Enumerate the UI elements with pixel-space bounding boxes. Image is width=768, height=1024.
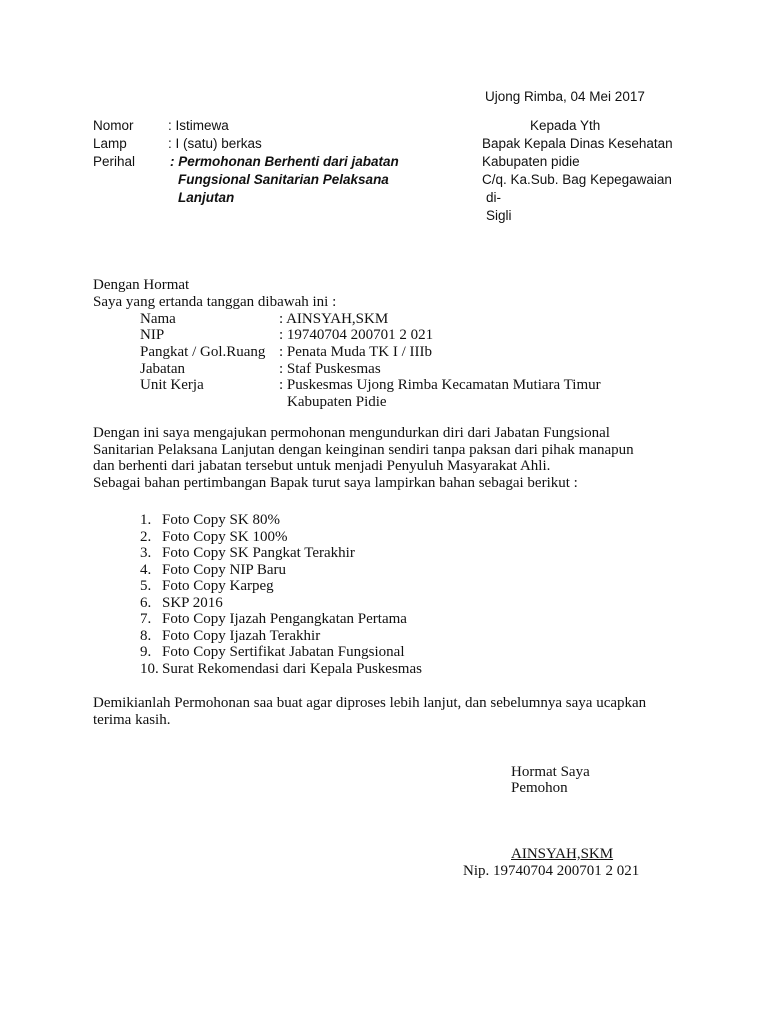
attachment-item: Foto Copy SK 100% <box>162 528 288 545</box>
attachment-number: 2. <box>140 528 152 545</box>
closing-line: terima kasih. <box>93 712 171 728</box>
paragraph-line: dan berhenti dari jabatan tersebut untuk menjadi Penyuluh Masyarakat Ahli. <box>93 458 551 474</box>
signer-role: Pemohon <box>511 780 568 796</box>
recipient-line: Kepada Yth <box>530 118 601 133</box>
signer-name: AINSYAH,SKM <box>511 846 614 862</box>
attachment-item: Foto Copy SK 80% <box>162 512 280 528</box>
attachment-number: 5. <box>140 578 152 594</box>
field-label: Pangkat / Gol.Ruang <box>140 344 266 360</box>
recipient-line: C/q. Ka.Sub. Bag Kepegawaian <box>482 172 672 187</box>
recipient-line: Kabupaten pidie <box>482 154 580 169</box>
attachment-item: Foto Copy NIP Baru <box>162 561 287 578</box>
field-label: Jabatan <box>140 361 185 377</box>
intro: Saya yang ertanda tanggan dibawah ini : <box>93 294 337 310</box>
field-value-cont: Kabupaten Pidie <box>287 394 387 410</box>
recipient-line: Sigli <box>486 208 512 223</box>
attachment-number: 9. <box>140 644 152 660</box>
attachment-item: SKP 2016 <box>162 594 223 611</box>
attachment-item: Surat Rekomendasi dari Kepala Puskesmas <box>162 660 422 677</box>
attachment-item: Foto Copy Sertifikat Jabatan Fungsional <box>162 644 405 660</box>
attachment-number: 8. <box>140 627 152 644</box>
field-label: Nama <box>140 311 176 327</box>
lamp-value: : I (satu) berkas <box>168 136 262 151</box>
paragraph-line: Sanitarian Pelaksana Lanjutan dengan keinginan sendiri tanpa paksan dari pihak manapun <box>93 442 634 458</box>
regards: Hormat Saya <box>511 764 590 780</box>
field-label: NIP <box>140 327 165 343</box>
field-value: : AINSYAH,SKM <box>279 311 389 327</box>
attachment-number: 6. <box>140 594 152 611</box>
nomor-value: : Istimewa <box>168 118 229 133</box>
attachment-item: Foto Copy SK Pangkat Terakhir <box>162 545 355 561</box>
attachment-item: Foto Copy Ijazah Pengangkatan Pertama <box>162 611 407 627</box>
perihal-value: Fungsional Sanitarian Pelaksana <box>178 172 389 187</box>
greeting: Dengan Hormat <box>93 277 190 293</box>
attachment-number: 1. <box>140 512 152 528</box>
letter-date: Ujong Rimba, 04 Mei 2017 <box>485 89 645 104</box>
recipient-line: di- <box>486 190 502 205</box>
perihal-value: : Permohonan Berhenti dari jabatan <box>170 154 399 169</box>
attachment-number: 3. <box>140 545 152 561</box>
field-value: : Puskesmas Ujong Rimba Kecamatan Mutiara Timur <box>279 377 601 393</box>
attachment-item: Foto Copy Ijazah Terakhir <box>162 627 321 644</box>
field-value: : Staf Puskesmas <box>279 361 381 377</box>
paragraph-line: Sebagai bahan pertimbangan Bapak turut saya lampirkan bahan sebagai berikut : <box>93 475 578 491</box>
field-value: : 19740704 200701 2 021 <box>279 327 434 343</box>
attachment-number: 7. <box>140 611 152 627</box>
attachment-item: Foto Copy Karpeg <box>162 578 274 594</box>
perihal-value: Lanjutan <box>178 190 235 205</box>
attachment-number: 10. <box>140 660 159 677</box>
field-value: : Penata Muda TK I / IIIb <box>279 344 433 360</box>
field-label: Unit Kerja <box>140 377 204 393</box>
nomor-label: Nomor <box>93 118 134 133</box>
paragraph-line: Dengan ini saya mengajukan permohonan mengundurkan diri dari Jabatan Fungsional <box>93 425 610 441</box>
signer-nip: Nip. 19740704 200701 2 021 <box>463 863 640 879</box>
recipient-line: Bapak Kepala Dinas Kesehatan <box>482 136 673 151</box>
perihal-label: Perihal <box>93 154 136 169</box>
closing-line: Demikianlah Permohonan saa buat agar diproses lebih lanjut, dan sebelumnya saya ucapkan <box>93 695 647 711</box>
lamp-label: Lamp <box>93 136 127 151</box>
attachment-number: 4. <box>140 561 152 578</box>
